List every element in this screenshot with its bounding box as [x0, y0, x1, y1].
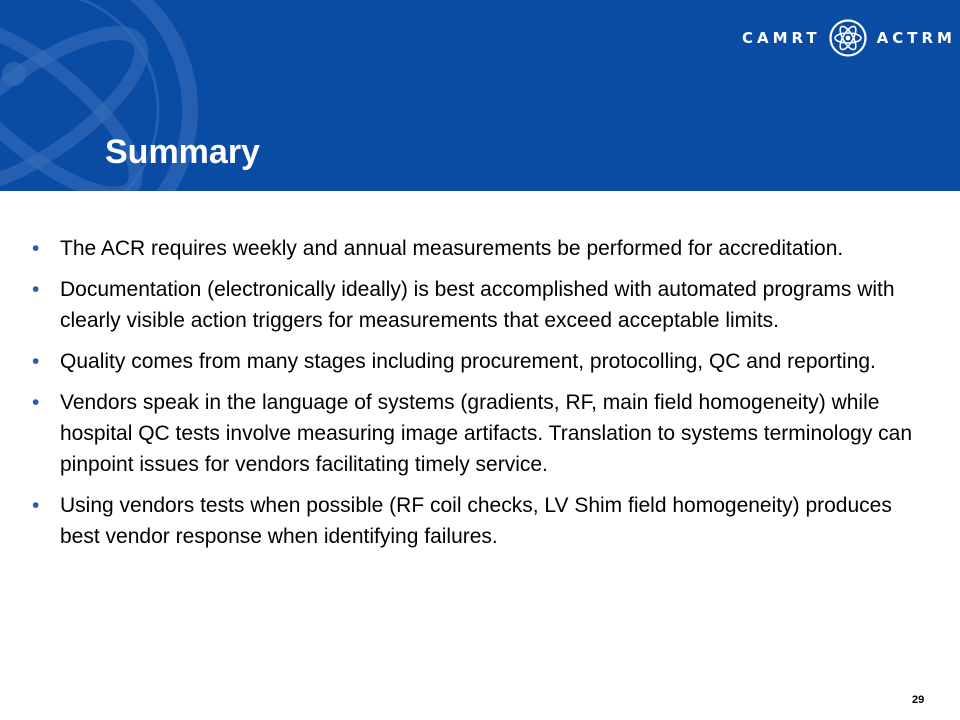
camrt-actrm-logo	[742, 16, 956, 60]
bullet-text: The ACR requires weekly and annual measurements be performed for accreditation.	[60, 237, 844, 260]
bullet-dot-icon: •	[32, 391, 40, 414]
bullet-item	[32, 387, 932, 480]
bullet-dot-icon: •	[32, 237, 40, 260]
header-banner	[0, 0, 960, 191]
atom-emblem-icon	[828, 18, 868, 58]
bullet-item	[32, 274, 932, 336]
bullet-text: Quality comes from many stages including procurement, protocolling, QC and reporting.	[60, 350, 876, 373]
bullet-list	[32, 233, 932, 552]
bullet-item	[32, 346, 932, 377]
bullet-dot-icon: •	[32, 494, 40, 517]
bullet-text: Vendors speak in the language of systems (gradients, RF, main field homogeneity) while hospital QC tests involve measuring image artifacts. Translation to systems terminology can pinpoint issues for vendors facilitating timely service.	[60, 391, 913, 476]
bullet-dot-icon: •	[32, 278, 40, 301]
slide-title: Summary	[105, 133, 260, 171]
logo-right-word: ACTRM	[876, 29, 956, 47]
bullet-dot-icon: •	[32, 350, 40, 373]
page-number: 29	[912, 694, 925, 706]
logo-left-word: CAMRT	[742, 29, 821, 47]
bullet-text: Using vendors tests when possible (RF coil checks, LV Shim field homogeneity) produces best vendor response when identifying failures.	[60, 494, 892, 548]
bullet-text: Documentation (electronically ideally) is best accomplished with automated programs with clearly visible action triggers for measurements that exceed acceptable limits.	[60, 278, 895, 332]
slide-content	[32, 233, 932, 562]
bullet-item	[32, 233, 932, 264]
bullet-item	[32, 490, 932, 552]
